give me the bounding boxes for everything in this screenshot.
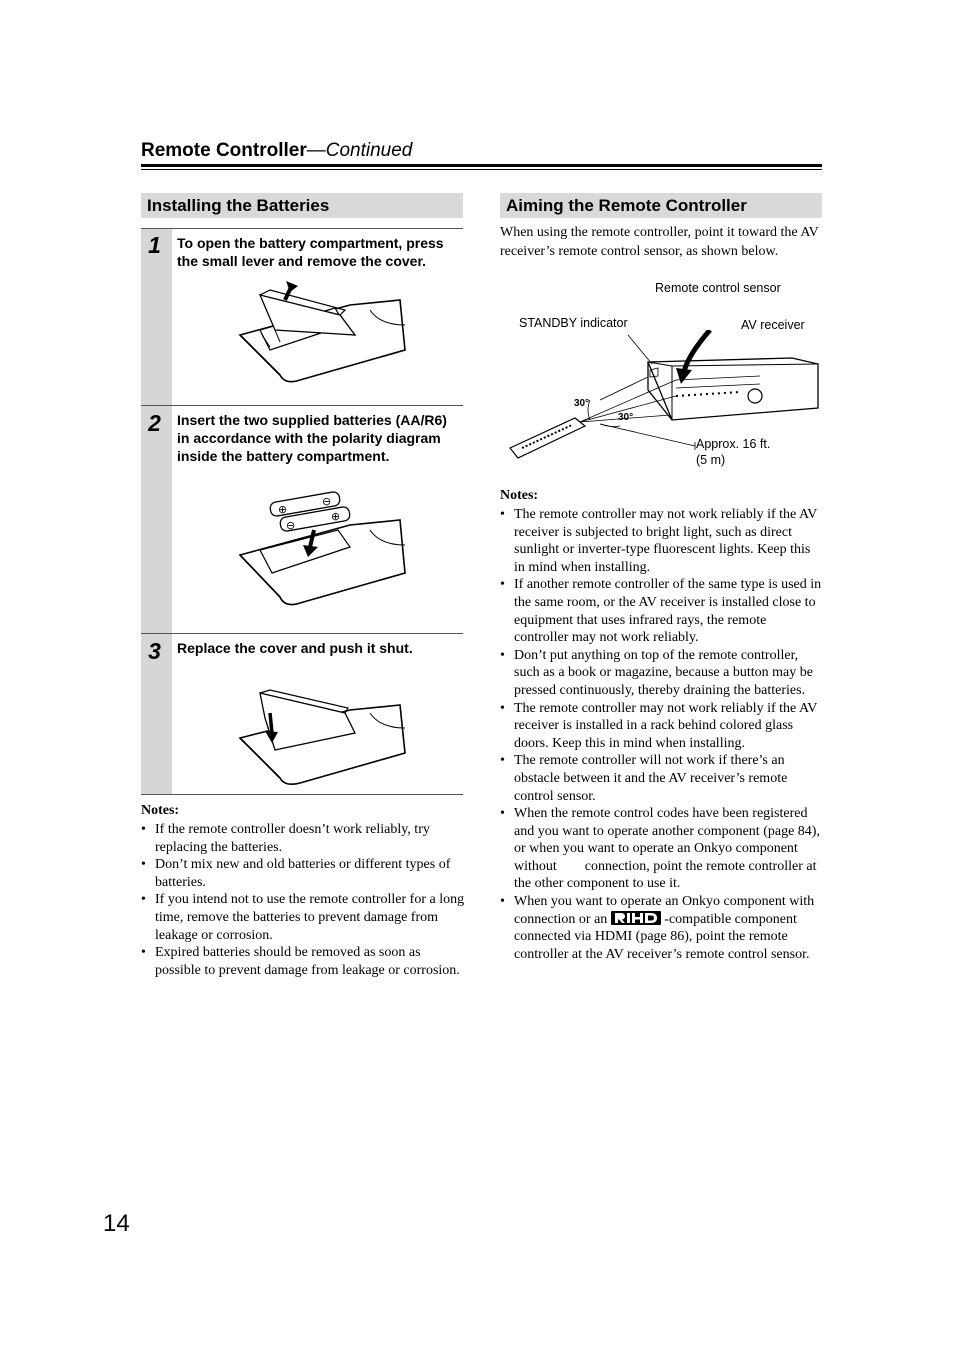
receiver-label: AV receiver bbox=[741, 318, 805, 332]
header-title: Remote Controller bbox=[141, 140, 307, 161]
running-header bbox=[141, 140, 412, 162]
header-rule bbox=[141, 164, 822, 167]
close-cover-illustration bbox=[230, 688, 410, 788]
aiming-notes-list bbox=[500, 506, 843, 963]
step-bar bbox=[141, 228, 172, 794]
open-cover-illustration bbox=[230, 280, 410, 390]
page-number: 14 bbox=[103, 1210, 130, 1237]
angle-right-label: 30° bbox=[618, 412, 634, 423]
svg-text:⊕: ⊕ bbox=[278, 503, 288, 516]
note-item: • Don’t put anything on top of the remote controller, such as a book or magazine, because a button may be pressed continuously, thereby draining the batteries. bbox=[500, 647, 822, 700]
note-text: When you want to operate an Onkyo component with connection or an bbox=[514, 894, 843, 927]
note-item: • If you intend not to use the remote controller for a long time, remove the batteries to prevent damage from leakage or corrosion. bbox=[141, 891, 466, 944]
step-number: 3 bbox=[148, 638, 161, 664]
header-continued: —Continued bbox=[306, 140, 413, 161]
note-item: • The remote controller may not work reliably if the AV receiver is installed in a rack behind colored glass doors. Keep this in mind when installing. bbox=[500, 700, 822, 753]
note-item: • Expired batteries should be removed as soon as possible to prevent damage from leakage or corrosion. bbox=[141, 944, 466, 979]
step-divider bbox=[141, 228, 463, 229]
note-item bbox=[500, 893, 843, 963]
step-text: Insert the two supplied batteries (AA/R6) in accordance with the polarity diagram inside the battery compartment. bbox=[177, 412, 447, 464]
note-item: • If another remote controller of the same type is used in the same room, or the AV receiver is installed close to equipment that uses infrared rays, the remote controller may not work reliably. bbox=[500, 576, 822, 646]
svg-text:⊖: ⊖ bbox=[286, 519, 296, 532]
distance-label: Approx. 16 ft. bbox=[696, 437, 771, 451]
note-item: • When the remote control codes have been registered and you want to operate another component (page 84), or when you want to operate an Onkyo component without connection, point the remote controller at the other component to use it. bbox=[500, 805, 822, 893]
installing-batteries-heading: Installing the Batteries bbox=[141, 193, 463, 218]
distance-label-metric: (5 m) bbox=[696, 453, 726, 467]
step-number: 2 bbox=[148, 410, 161, 436]
notes-title: Notes: bbox=[500, 488, 539, 503]
note-item: • The remote controller will not work if there’s an obstacle between it and the AV receiver’s remote control sensor. bbox=[500, 752, 822, 805]
rihd-logo-icon bbox=[611, 911, 661, 925]
standby-label: STANDBY indicator bbox=[519, 316, 628, 330]
step-text: Replace the cover and push it shut. bbox=[177, 640, 413, 656]
aiming-intro: When using the remote controller, point it toward the AV receiver’s remote control sensor, as shown below. bbox=[500, 225, 819, 259]
aiming-remote-heading: Aiming the Remote Controller bbox=[500, 193, 822, 218]
step-divider bbox=[141, 405, 463, 406]
step-text: To open the battery compartment, press the small lever and remove the cover. bbox=[177, 235, 444, 269]
svg-text:⊖: ⊖ bbox=[322, 495, 332, 508]
battery-notes-list bbox=[141, 821, 466, 979]
sensor-label: Remote control sensor bbox=[655, 281, 781, 295]
angle-left-label: 30° bbox=[574, 398, 590, 409]
step-divider bbox=[141, 633, 463, 634]
step-divider bbox=[141, 794, 463, 795]
note-text: -compatible component connected via HDMI (page 86), point the remote controller at the AV receiver’s remote control sensor. bbox=[514, 911, 810, 962]
notes-title: Notes: bbox=[141, 803, 180, 818]
step-number: 1 bbox=[148, 232, 161, 258]
insert-batteries-illustration bbox=[230, 485, 410, 610]
note-item: • The remote controller may not work reliably if the AV receiver is subjected to bright light, such as direct sunlight or inverter-type fluorescent lights. Keep this in mind when installing. bbox=[500, 506, 822, 576]
header-rule-thin bbox=[141, 169, 822, 170]
svg-text:⊕: ⊕ bbox=[331, 510, 341, 523]
note-item: • If the remote controller doesn’t work reliably, try replacing the batteries. bbox=[141, 821, 466, 856]
note-item: • Don’t mix new and old batteries or different types of batteries. bbox=[141, 856, 466, 891]
aiming-diagram bbox=[500, 330, 822, 490]
